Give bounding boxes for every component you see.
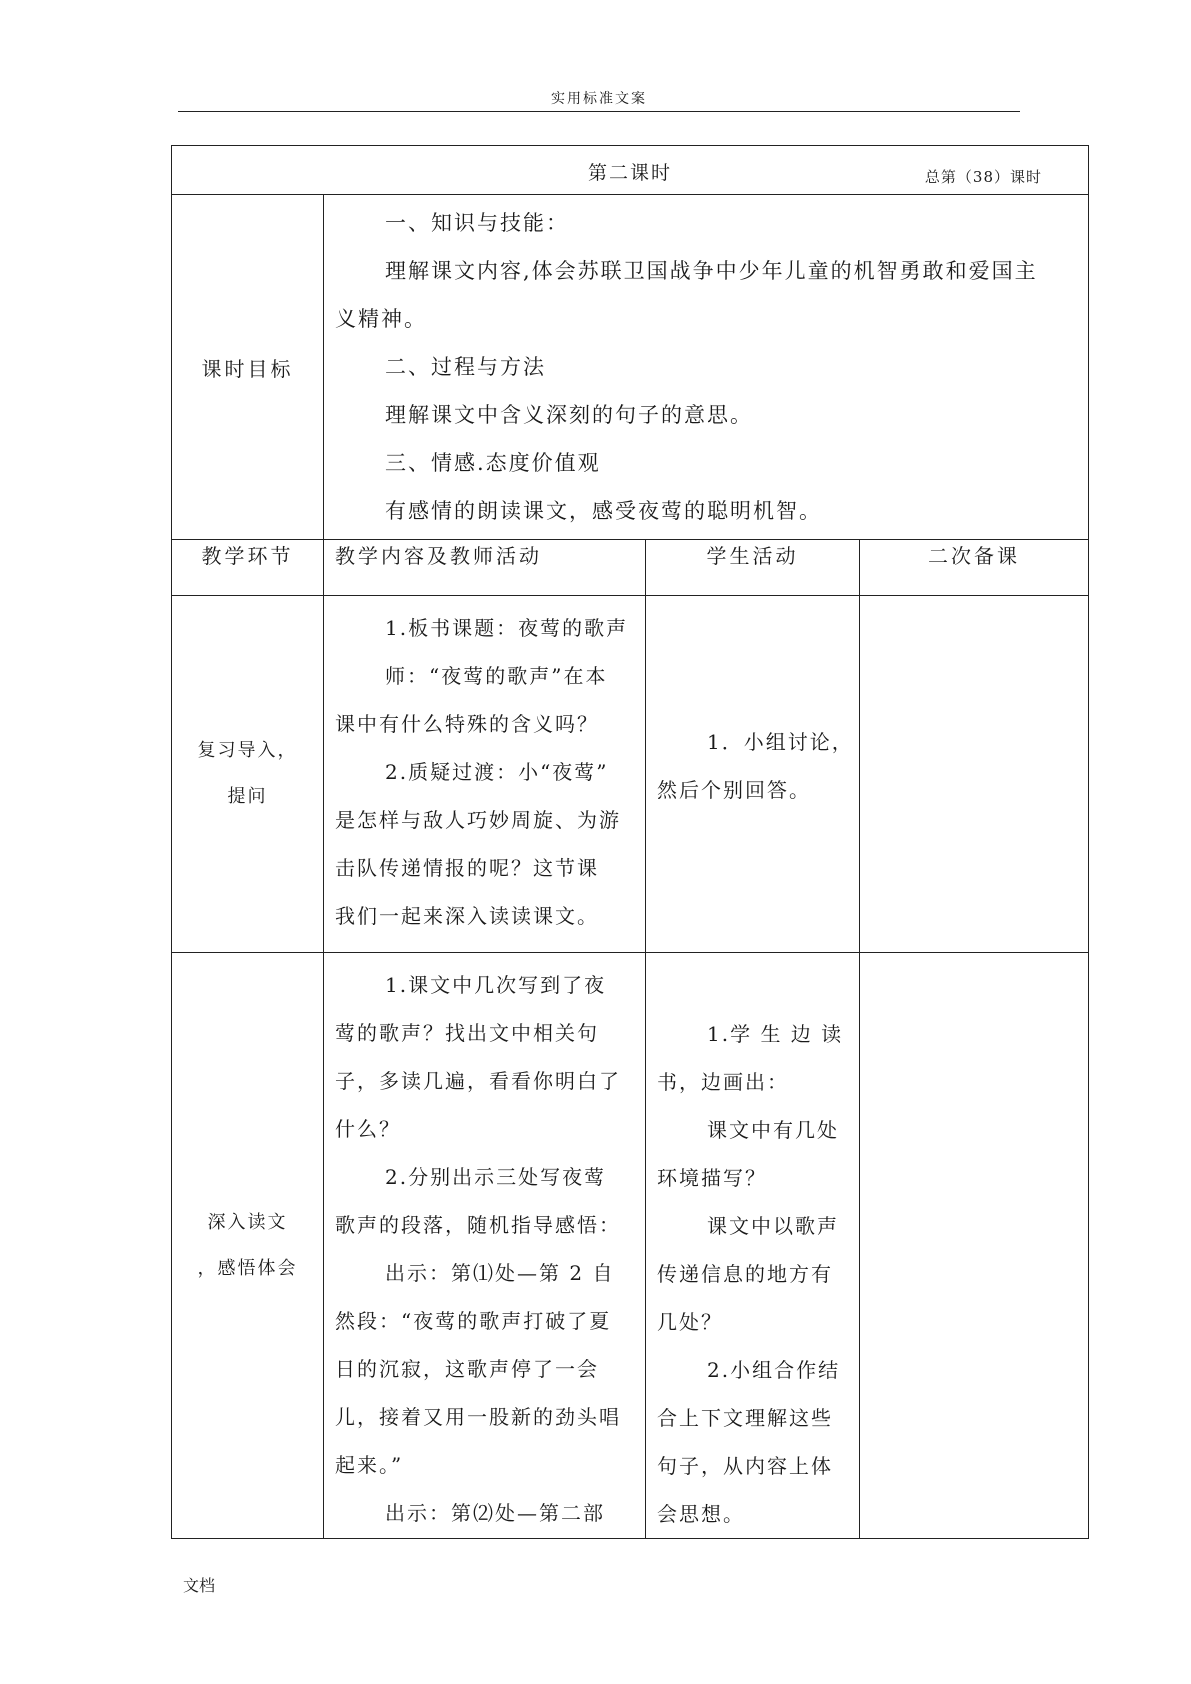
lesson-period: 总第（38）课时 [924,168,1042,186]
objectives-row [172,195,1089,540]
student-line: 合上下文理解这些 [657,1406,833,1430]
header-student: 学生活动 [646,540,860,596]
student-line: 几处？ [657,1310,723,1334]
content-line: 课中有什么特殊的含义吗？ [335,712,599,736]
content-line: 击队传递情报的呢？这节课 [335,856,599,880]
header-secondary: 二次备课 [860,540,1089,596]
stage-cell [172,953,324,1539]
content-line: 是怎样与敌人巧妙周旋、为游 [335,808,621,832]
content-line: 莺的歌声？找出文中相关句 [335,1021,599,1045]
content-line: 出示：第⑵处—第二部 [385,1501,605,1525]
objective-line: 三、情感.态度价值观 [385,451,601,475]
content-line: 师：“夜莺的歌声”在本 [385,664,608,688]
lesson-title: 第二课时 [587,162,672,184]
objective-line: 有感情的朗读课文，感受夜莺的聪明机智。 [385,499,822,523]
student-line: 1.学 生 边 读 [707,1022,844,1046]
content-line: 起来。” [335,1453,404,1477]
content-line: 儿，接着又用一股新的劲头唱 [335,1405,621,1429]
table-row [172,596,1089,953]
content-line: 出示：第⑴处—第 2 自 [385,1261,615,1285]
content-line: 歌声的段落，随机指导感悟： [335,1213,621,1237]
student-line: 句子，从内容上体 [657,1454,833,1478]
stage-line: 深入读文 [207,1211,288,1233]
table-row [172,953,1089,1539]
page-footer: 文档 [183,1576,216,1595]
stage-cell [172,596,324,953]
student-cell [646,596,860,953]
content-line: 2.分别出示三处写夜莺 [385,1165,607,1189]
content-line: 然段：“夜莺的歌声打破了夏 [335,1309,612,1333]
student-line: 2.小组合作结 [707,1358,841,1382]
header-stage: 教学环节 [172,540,324,596]
student-line: 书，边画出： [657,1070,789,1094]
content-line: 子，多读几遍，看看你明白了 [335,1069,621,1093]
objective-line: 理解课文中含义深刻的句子的意思。 [385,403,753,427]
header-content: 教学内容及教师活动 [324,540,646,596]
lesson-plan-table [171,145,1089,1539]
student-line: 环境描写？ [657,1166,767,1190]
content-line: 我们一起来深入读读课文。 [335,904,599,928]
content-cell [324,596,646,953]
stage-line: ，感悟体会 [197,1257,298,1279]
objective-line: 义精神。 [335,307,427,331]
content-line: 1.课文中几次写到了夜 [385,973,607,997]
student-cell [646,953,860,1539]
student-line: 课文中以歌声 [707,1214,839,1238]
content-line: 1.板书课题：夜莺的歌声 [385,616,629,640]
student-line: 传递信息的地方有 [657,1262,833,1286]
page-header: 实用标准文案 [551,91,647,107]
stage-line: 提问 [227,786,268,807]
objective-line: 理解课文内容,体会苏联卫国战争中少年儿童的机智勇敢和爱国主 [385,259,1038,283]
objectives-cell [324,195,1089,540]
lesson-title-row [172,146,1089,195]
secondary-cell [860,596,1089,953]
student-line: 然后个别回答。 [657,778,811,802]
student-line: 课文中有几处 [707,1118,839,1142]
stage-line: 复习导入， [197,740,298,761]
student-line: 1．小组讨论， [707,730,854,754]
content-cell [324,953,646,1539]
secondary-cell [860,953,1089,1539]
lesson-title-cell [172,146,1089,195]
column-header-row [172,540,1089,596]
objective-line: 一、知识与技能： [385,211,569,235]
objective-line: 二、过程与方法 [385,355,546,379]
content-line: 日的沉寂，这歌声停了一会 [335,1357,599,1381]
student-line: 会思想。 [657,1502,745,1526]
content-line: 2.质疑过渡：小“夜莺” [385,760,609,784]
header-rule [178,111,1020,112]
objectives-label: 课时目标 [172,195,324,540]
content-line: 什么？ [335,1117,401,1141]
